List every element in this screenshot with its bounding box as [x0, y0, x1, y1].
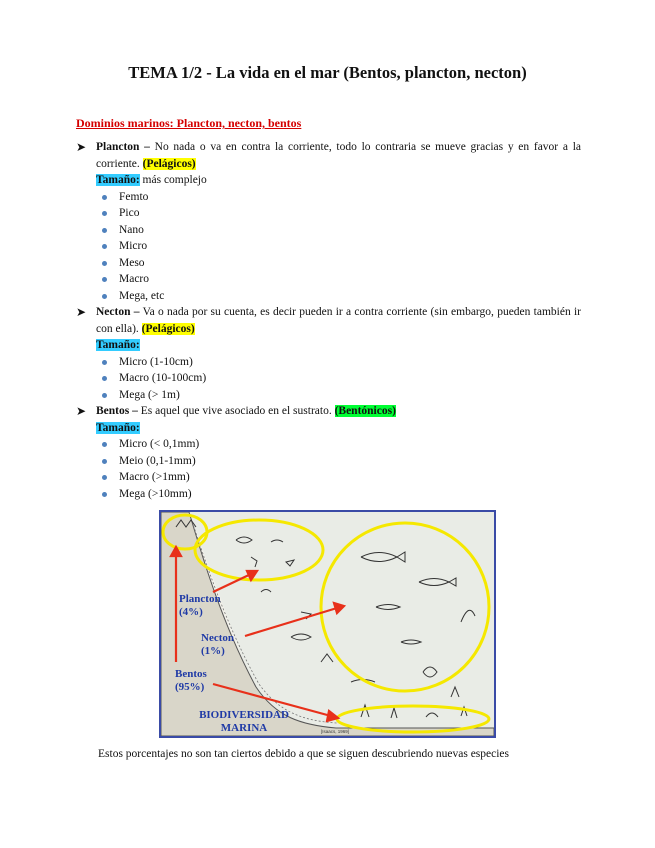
plancton-tag: (Pelágicos) — [142, 157, 196, 170]
list-item: Nano — [100, 222, 581, 239]
necton-size-line — [76, 337, 581, 354]
list-item: Micro (1-10cm) — [100, 354, 581, 371]
figure-caption: Estos porcentajes no son tan ciertos debido a que se siguen descubriendo nuevas especies — [98, 748, 510, 760]
necton-percent: (1%) — [201, 645, 225, 657]
plancton-description: No nada o va en contra la corriente, todo lo contraria se mueve gracias y en favor a la corriente. — [96, 141, 581, 170]
arrow-bullet-icon: ➤ — [76, 305, 87, 319]
figure-title-line2: MARINA — [220, 722, 268, 734]
bentos-figure-label — [175, 668, 207, 694]
list-item: Meso — [100, 255, 581, 272]
bentos-term: Bentos – — [96, 405, 138, 417]
list-item: Pico — [100, 205, 581, 222]
arrow-bullet-icon: ➤ — [76, 140, 87, 154]
list-item: Micro (< 0,1mm) — [100, 436, 581, 453]
plancton-label-text: Plancton — [179, 593, 221, 605]
bentos-size-label: Tamaño: — [96, 421, 140, 434]
figure-credit: [Isaacs, 1969] — [321, 729, 350, 734]
biodiversity-illustration — [161, 512, 494, 736]
figure-title-line1: BIODIVERSIDAD — [199, 709, 289, 721]
plancton-size-note: más complejo — [139, 174, 207, 186]
plancton-term: Plancton – — [96, 141, 150, 153]
list-item: Mega (>10mm) — [100, 486, 581, 503]
necton-label-text: Necton — [201, 632, 234, 644]
necton-term: Necton – — [96, 306, 140, 318]
plancton-size-line — [76, 172, 581, 189]
necton-description: Va o nada por su cuenta, es decir pueden ir a contra corriente (sin embargo, pueden también ir con ella). — [96, 306, 581, 335]
list-item: Mega (> 1m) — [100, 387, 581, 404]
bentos-size-line — [76, 420, 581, 437]
necton-figure-label — [201, 632, 234, 658]
list-item: Mega, etc — [100, 288, 581, 305]
list-item: Macro (>1mm) — [100, 469, 581, 486]
bentos-tag: (Bentónicos) — [334, 405, 396, 417]
bentos-percent: (95%) — [175, 681, 205, 693]
plancton-item — [76, 139, 581, 172]
plancton-percent: (4%) — [179, 606, 203, 618]
list-item: Meio (0,1-1mm) — [100, 453, 581, 470]
figure-title — [181, 709, 307, 735]
list-item: Micro — [100, 238, 581, 255]
necton-item — [76, 304, 581, 337]
section-heading: Dominios marinos: Plancton, necton, bentos — [76, 116, 302, 130]
list-item: Femto — [100, 189, 581, 206]
list-item: Macro — [100, 271, 581, 288]
bentos-item — [76, 403, 581, 420]
list-item: Macro (10-100cm) — [100, 370, 581, 387]
arrow-bullet-icon: ➤ — [76, 404, 87, 418]
necton-size-list — [76, 354, 581, 404]
bentos-description: Es aquel que vive asociado en el sustrato. — [137, 405, 335, 417]
necton-size-label: Tamaño: — [96, 339, 140, 351]
biodiversity-figure — [159, 510, 496, 738]
necton-tag: (Pelágicos) — [141, 322, 195, 335]
plancton-figure-label — [179, 593, 221, 619]
document-body — [76, 139, 581, 502]
plancton-size-label: Tamaño: — [96, 174, 140, 186]
page-title: TEMA 1/2 - La vida en el mar (Bentos, plancton, necton) — [128, 63, 527, 82]
bentos-size-list — [76, 436, 581, 502]
bentos-label-text: Bentos — [175, 668, 207, 680]
plancton-size-list — [76, 189, 581, 305]
